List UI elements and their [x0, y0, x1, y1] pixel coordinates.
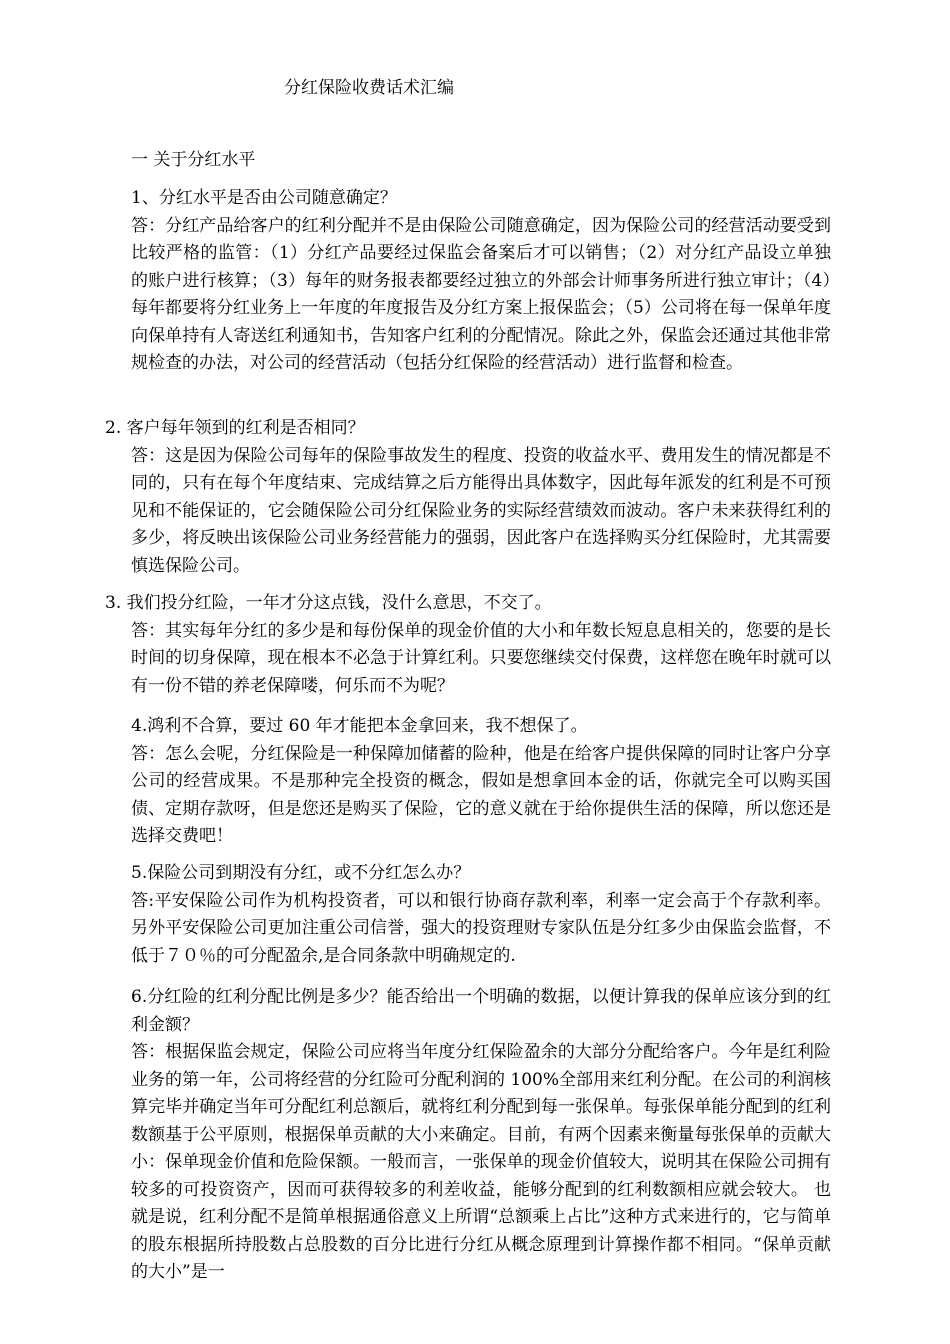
qa-item-6 [131, 984, 831, 1287]
question-1: 1、分红水平是否由公司随意确定？ [131, 188, 397, 208]
answer-4: 答：怎么会呢，分红保险是一种保障加储蓄的险种，他是在给客户提供保障的同时让客户分享公司的经营成果。不是那种完全投资的概念，假如是想拿回本金的话，你就完全可以购买国债、定期存款呀，但是您还是购买了保险，它的意义就在于给你提供生活的保障，所以您还是选择交费吧！ [131, 743, 831, 846]
answer-5: 答:平安保险公司作为机构投资者，可以和银行协商存款利率，利率一定会高于个存款利率。另外平安保险公司更加注重公司信誉，强大的投资理财专家队伍是分红多少由保监会监督，不低于７０％的可分配盈余,是合同条款中明确规定的. [131, 890, 831, 966]
question-2: 2. 客户每年领到的红利是否相同？ [105, 418, 365, 438]
section-heading: 一 关于分红水平 [131, 150, 256, 170]
qa-item-4 [131, 713, 831, 851]
answer-1: 答：分红产品给客户的红利分配并不是由保险公司随意确定，因为保险公司的经营活动要受到比较严格的监管：（1）分红产品要经过保监会备案后才可以销售；（2）对分红产品设立单独的账户进行核算；（3）每年的财务报表都要经过独立的外部会计师事务所进行独立审计；（4）每年都要将分红业务上一年度的年度报告及分红方案上报保监会；（5）公司将在每一保单年度向保单持有人寄送红利通知书，告知客户红利的分配情况。除此之外，保监会还通过其他非常规检查的办法，对公司的经营活动（包括分红保险的经营活动）进行监督和检查。 [131, 215, 831, 373]
question-4: 4.鸿利不合算，要过 60 年才能把本金拿回来，我不想保了。 [131, 716, 588, 736]
answer-2: 答：这是因为保险公司每年的保险事故发生的程度、投资的收益水平、费用发生的情况都是不同的，只有在每个年度结束、完成结算之后方能得出具体数字，因此每年派发的红利是不可预见和不能保证的，它会随保险公司分红保险业务的实际经营绩效而波动。客户未来获得红利的多少，将反映出该保险公司业务经营能力的强弱，因此客户在选择购买分红保险时，尤其需要慎选保险公司。 [131, 445, 831, 576]
question-6: 6.分红险的红利分配比例是多少？能否给出一个明确的数据，以便计算我的保单应该分到的红利金额？ [131, 987, 831, 1035]
qa-item-1 [131, 185, 831, 378]
answer-3: 答：其实每年分红的多少是和每份保单的现金价值的大小和年数长短息息相关的，您要的是长时间的切身保障，现在根本不必急于计算红利。只要您继续交付保费，这样您在晚年时就可以有一份不错的养老保障喽，何乐而不为呢？ [131, 620, 831, 696]
question-5: 5.保险公司到期没有分红，或不分红怎么办？ [131, 863, 471, 883]
question-3: 3. 我们投分红险，一年才分这点钱，没什么意思，不交了。 [105, 593, 552, 613]
qa-item-5 [131, 860, 831, 970]
answer-6: 答：根据保监会规定，保险公司应将当年度分红保险盈余的大部分分配给客户。今年是红利险业务的第一年，公司将经营的分红险可分配利润的 100%全部用来红利分配。在公司的利润核算完毕并确定当年可分配红利总额后，就将红利分配到每一张保单。每张保单能分配到的红利数额基于公平原则，根据保单贡献的大小来确定。目前，有两个因素来衡量每张保单的贡献大小：保单现金价值和危险保额。一般而言，一张保单的现金价值较大，说明其在保险公司拥有较多的可投资资产，因而可获得较多的利差收益，能够分配到的红利数额相应就会较大。 也就是说，红利分配不是简单根据通俗意义上所谓“总额乘上占比”这种方式来进行的，它与简单的股东根据所持股数占总股数的百分比进行分红从概念原理到计算操作都不相同。“保单贡献的大小”是一 [131, 1042, 832, 1282]
document-title: 分红保险收费话术汇编 [284, 78, 454, 98]
qa-item-2 [105, 415, 831, 580]
qa-item-3 [105, 590, 831, 700]
